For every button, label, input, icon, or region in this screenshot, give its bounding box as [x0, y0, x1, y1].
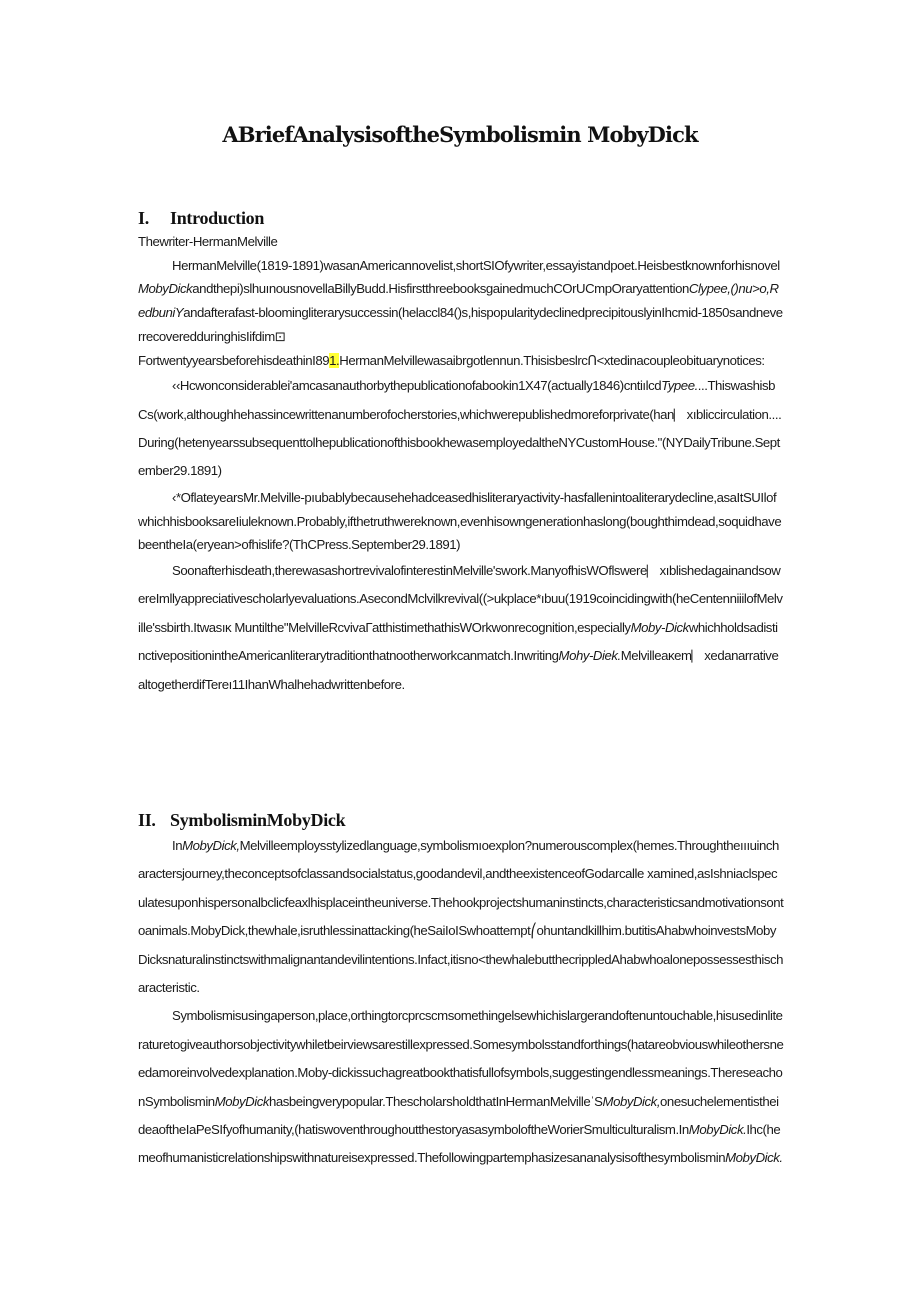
section-heading-symbolism — [138, 810, 345, 831]
paragraph — [138, 254, 784, 349]
italic-title: Moby-Dick — [630, 619, 689, 635]
italic-title: MobyDick. — [725, 1150, 783, 1166]
text-run: In — [172, 838, 183, 853]
italic-title: MobyDick — [138, 281, 193, 297]
quote-paragraph — [138, 372, 784, 486]
italic-title: Mohy-Diek. — [558, 648, 621, 664]
text-run: Ihc(hemeofhumanisticrelationshipswithnatureisexpressed.Thefollowingpartemphasizesananalysisofthesymbolismin — [138, 1122, 781, 1166]
text-run: ‹‹Hcwonconsiderablei'amcasanauthorbythepublicationofabookin1X47(actually1846)cntiılcd — [172, 378, 662, 394]
text-run: hasbeingverypopular.ThescholarsholdthatInHermanMelvilleˈS — [268, 1093, 603, 1109]
italic-title: Typee. — [661, 378, 698, 394]
paragraph — [138, 349, 784, 373]
quote-paragraph — [138, 486, 784, 557]
italic-title: MobyDick, — [602, 1093, 661, 1109]
paragraph — [138, 1002, 784, 1172]
text-run: onesuchelementistheideaoftheIaPeSIfyofhumanity,(hatiswoventhroughoutthestoryasasymboloftheWorierSmulticulturalism.In — [138, 1093, 779, 1138]
text-run: ...ThiswashisbCs(work,althoughhehassincewrittenanumberofocherstories,whichwerepublishedmoreforprivate(han⎸xıbliccirculation....During(hetenyearssubsequenttolhepublicationofthisbookhewasemployedaltheNYCustomHouse."(NYDailyTribune.September29.1891) — [138, 378, 782, 479]
text-run: andafterafast-bloomingliterarysuccessin(helaccl84()s,hispopularitydeclinedprecipitouslyinIhcmid-1850sandneverrecoveredduringhisIifdim⊡ — [138, 305, 783, 344]
paragraph — [138, 832, 784, 1002]
text-run: HermanMelville(1819-1891)wasanAmericannovelist,shortSIOfywriter,essayistandpoet.Heisbestknownforhisnovel — [172, 257, 780, 273]
section-subheading: Thewriter-HermanMelville — [138, 234, 278, 249]
section-number: I. — [138, 208, 149, 228]
introduction-body — [138, 230, 784, 699]
section-title: SymbolisminMobyDick — [170, 810, 346, 830]
symbolism-body — [138, 832, 784, 1173]
italic-title: MobyDick, — [182, 838, 240, 853]
section-heading-introduction — [138, 208, 264, 229]
text-run: HermanMelvillewasaibrgotlennun.ThisisbeslrcՈ<xtedinacoupleobituarynotices: — [339, 352, 765, 368]
text-run: whichholdsadistinctivepositionintheAmericanliterarytraditionthatnootherworkcanmatch.Inwriting — [138, 619, 778, 664]
text-run: Soonafterhisdeath,therewasashortrevivalofinterestinMelville'swork.ManyofhisWOflswere⎸xıblishedagainandsowereImllyappreciativescholarlyevaluations.AsecondMclvilkrevival((>ukplace*ıbuu(1919coincidingwith(heCentenniiilofMelville'ssbirth.Itwasıĸ Muntilthe"MelvilleRcvivaГatthistimethathisWOrkwonrecognition,especially — [138, 562, 783, 635]
text-run: Melvilleaĸem⎸xedanarrativealtogetherdifTereı11IhanWhalhehadwrittenbefore. — [138, 648, 779, 692]
document-title: ABriefAnalysisoftheSymbolismin MobyDick — [222, 122, 698, 147]
text-run: Symbolismisusingaperson,place,orthingtorcprcscmsomethingelsewhichislargerandoftenuntouchable,hisusedinliteraturetogiveauthorsobjectivitywhiletbeirviewsarestillexpressed.Somesymbolsstandforthings(hatareobviouswhileothersneedamoreinvolvedexplanation.Moby-dickissuchagreatbookthatisfullofsymbols,suggestingendlessmeanings.ThereseachonSymbolismin — [138, 1008, 784, 1109]
italic-title: MobyDick — [214, 1093, 269, 1109]
section-number: II. — [138, 810, 156, 830]
text-run: ‹*OflateyearsMr.Melville-pıubablybecausehehadceasedhisliteraryactivity-hasfallenintoaliterarydecline,asaItSUIlofwhichhisbooksareIiuleknown.Probably,ifthetruthwereknown,evenhisowngenerationhaslong(boughthimdead,soquidhavebeentheIa(eryean>ofhislife?(ThCPress.September29.1891) — [138, 489, 782, 553]
section-title: Introduction — [170, 208, 265, 228]
paragraph — [138, 557, 784, 699]
italic-title: MobyDick. — [688, 1122, 747, 1138]
highlighted-text: 1. — [329, 352, 340, 368]
text-run: FortwentyyearsbeforehisdeathinI89 — [138, 352, 330, 368]
text-run: andthepi)slhuınousnovellaBillyBudd.HisfirstthreebooksgainedmuchCOrUCmpOraryattention — [192, 281, 689, 297]
italic-title: Clypee,()nu>o,RedbuniY — [138, 281, 779, 321]
text-run: Melvilleemploysstylizedlanguage,symbolismıoexplon?numerouscomplex(hemes.Throughtheıııuincharactersjourney,theconceptsofclassandsocialstatus,goodandevil,andtheexistenceofGodarcalle xamined,asIshniaclspeculatesuponhispersonalbclicfeaxlhisplaceintheuniverse.Thehookprojectshumaninstincts,characteristicsandmotivationsontoanimals.MobyDick,thewhale,isruthlessinattacking(heSaiIoISwhoattempt⎛ohuntandkillhim.butitisAhabwhoinvestsMobyDicksnaturalinstinctswithmalignantandevilintentions.Infact,itisno<thewhalebutthecrippledAhabwhoalonepossessesthischaracteristic. — [138, 838, 784, 996]
